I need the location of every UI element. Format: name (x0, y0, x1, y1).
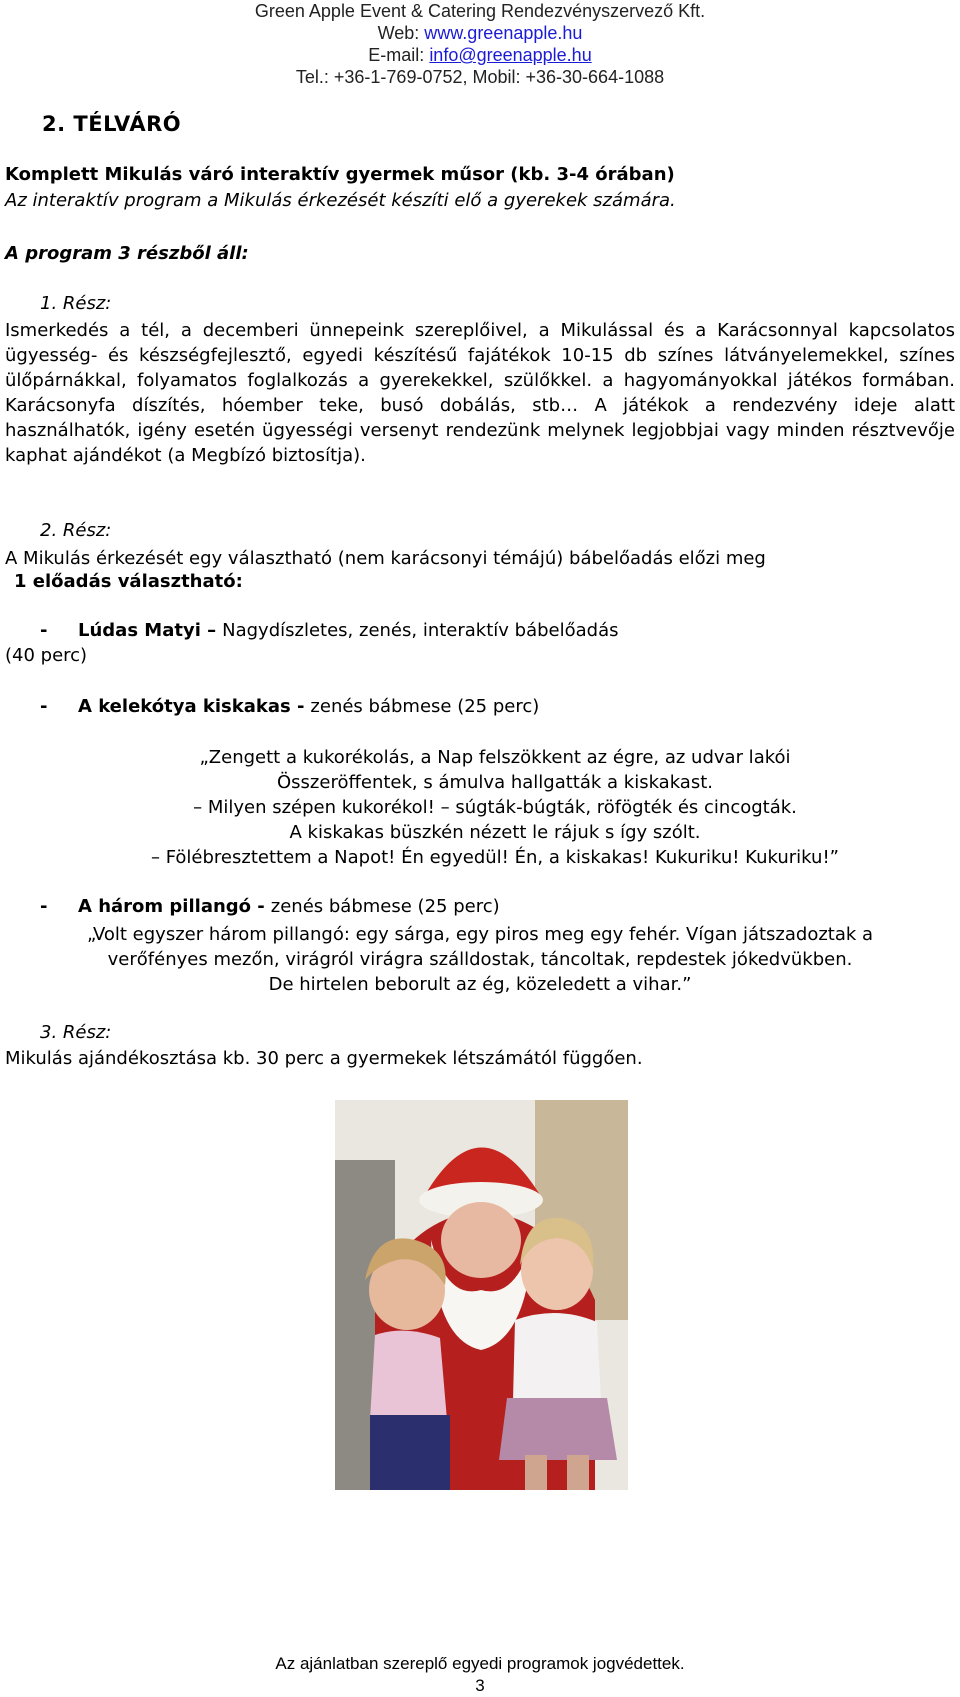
quote-line: De hirtelen beborult az ég, közeledett a vihar.” (268, 974, 692, 995)
phone-line: Tel.: +36-1-769-0752, Mobil: +36-30-664-1088 (295, 67, 665, 87)
footer-note: Az ajánlatban szereplő egyedi programok jogvédettek. (275, 1654, 685, 1673)
show-title: Lúdas Matyi – (78, 620, 217, 641)
program-heading: A program 3 részből áll: (5, 243, 249, 264)
company-name: Green Apple Event & Catering Rendezvényszervező Kft. (254, 1, 706, 21)
show-desc: zenés bábmese (25 perc) (270, 896, 500, 917)
email-link[interactable]: info@greenapple.hu (429, 45, 592, 65)
part3-heading: 3. Rész: (40, 1022, 112, 1043)
part2-heading: 2. Rész: (40, 520, 112, 541)
show-item-pillango: - A három pillangó - zenés bábmese (25 perc) (40, 896, 500, 917)
section-lead (5, 162, 945, 214)
part2-choose: 1 előadás választható: (14, 571, 243, 592)
kiskakas-quote (80, 745, 910, 870)
footer (0, 1653, 960, 1697)
part3-text: Mikulás ajándékosztása kb. 30 perc a gyermekek létszámától függően. (5, 1048, 643, 1069)
show-title: A három pillangó - (78, 896, 265, 917)
show-item-ludas-matyi: - Lúdas Matyi – Nagydíszletes, zenés, interaktív bábelőadás (40, 620, 619, 641)
email-line: E-mail: info@greenapple.hu (368, 45, 592, 65)
show-desc: zenés bábmese (25 perc) (310, 696, 540, 717)
quote-line: Összeröffentek, s ámulva hallgatták a kiskakast. (277, 772, 713, 793)
quote-line: „Volt egyszer három pillangó: egy sárga, egy piros meg egy fehér. Vígan játszadoztak a (86, 924, 874, 945)
show-duration: (40 perc) (5, 645, 88, 666)
santa-photo (335, 1100, 628, 1490)
quote-line: A kiskakas büszkén nézett le rájuk s így szólt. (289, 822, 701, 843)
quote-line: „Zengett a kukorékolás, a Nap felszökkent az égre, az udvar lakói (199, 747, 791, 768)
show-desc: Nagydíszletes, zenés, interaktív bábelőadás (222, 620, 619, 641)
quote-line: – Milyen szépen kukorékol! – súgták-búgták, röfögték és cincogták. (193, 797, 797, 818)
letterhead (200, 0, 760, 88)
lead-bold: Komplett Mikulás váró interaktív gyermek műsor (kb. 3-4 órában) (5, 164, 675, 185)
show-title: A kelekótya kiskakas - (78, 696, 305, 717)
part1-heading: 1. Rész: (40, 293, 112, 314)
section-title: 2. TÉLVÁRÓ (42, 112, 182, 136)
web-line: Web: www.greenapple.hu (377, 23, 583, 43)
show-item-kiskakas: - A kelekótya kiskakas - zenés bábmese (25 perc) (40, 696, 540, 717)
pillango-quote (5, 922, 955, 997)
part2-text: A Mikulás érkezését egy választható (nem karácsonyi témájú) bábelőadás előzi meg (5, 548, 766, 569)
part1-text: Ismerkedés a tél, a decemberi ünnepeink szereplőivel, a Mikulással és a Karácsonnyal kapcsolatos ügyesség- és készségfejlesztő, egyedi készítésű fajátékok 10-15 db színes látványelemekkel, színes ülőpárnákkal, folyamatos foglalkozás a gyerekekkel, szülőkkel. a hagyományokkal játékos formában. Karácsonyfa díszítés, hóember teke, busó dobálás, stb… A játékok a rendezvény ideje alatt használhatók, igény esetén ügyességi versenyt rendezünk melynek legjobbjai vagy minden résztvevője kaphat ajándékot (a Megbízó biztosítja). (5, 320, 955, 466)
lead-italic: Az interaktív program a Mikulás érkezését készíti elő a gyerekek számára. (5, 190, 676, 211)
page-number: 3 (475, 1676, 485, 1695)
quote-line: – Fölébresztettem a Napot! Én egyedül! Én, a kiskakas! Kukuriku! Kukuriku!” (150, 847, 839, 868)
web-link[interactable]: www.greenapple.hu (424, 23, 583, 43)
quote-line: verőfényes mezőn, virágról virágra szálldostak, táncoltak, repdestek jókedvükben. (107, 949, 853, 970)
santa-with-children-image (335, 1100, 628, 1490)
